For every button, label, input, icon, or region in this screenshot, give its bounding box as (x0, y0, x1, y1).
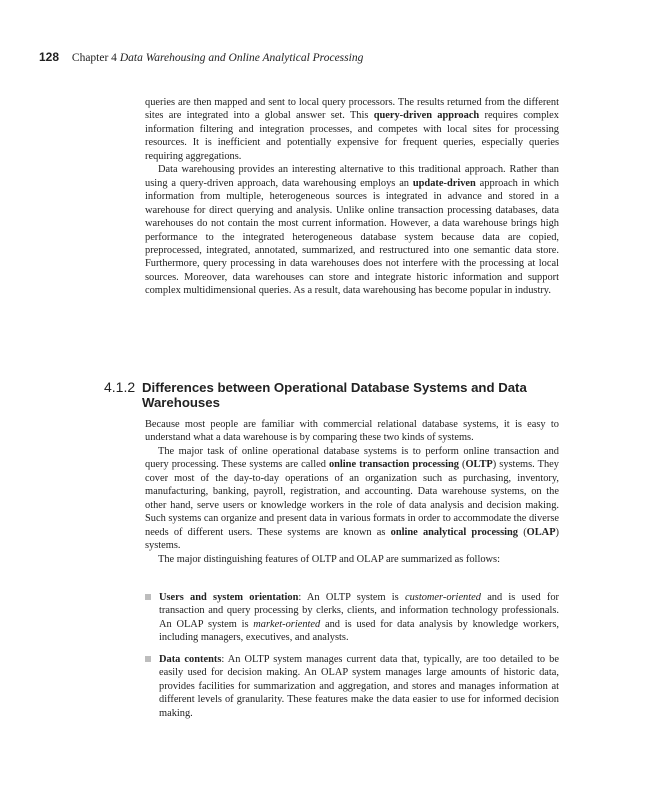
text-run: : An OLTP system is (298, 592, 405, 603)
text-run: The major task of online operational database systems is to perform online transaction and query processing. These systems are called (145, 445, 559, 471)
paragraph-oltp-olap (145, 445, 559, 553)
text-run: and is used for transaction and query processing by clerks, clients, and information technology professionals. An OLAP system is (159, 592, 559, 630)
section-title: Differences between Operational Database Systems and Data Warehouses (142, 380, 527, 410)
list-item (145, 653, 559, 720)
text-run: ( (458, 459, 466, 471)
text-run: ) systems. (145, 526, 560, 552)
paragraph-features-intro: The major distinguishing features of OLTP and OLAP are summarized as follows: (158, 553, 500, 565)
paragraph-comparison-intro: Because most people are familiar with commercial relational database systems, it is easy to understand what a data warehouse is by comparing these two kinds of systems. (145, 419, 559, 444)
term-update-driven: update-driven (412, 177, 476, 189)
intro-text-block (145, 96, 559, 298)
section-number: 4.1.2 (104, 379, 136, 395)
paragraph-update-driven (145, 163, 559, 298)
emphasis-market-oriented: market-oriented (253, 618, 321, 630)
text-run: : An OLTP system manages current data that, typically, are too detailed to be easily used for decision making. An OLAP system manages large amounts of historic data, provides facilities for summarization and aggregation, and stores and manages information at different levels of granularity. These features make the data easier to use for informed decision making. (159, 653, 559, 719)
term-online-transaction-processing: online transaction processing (328, 459, 459, 471)
square-bullet-icon (145, 656, 151, 662)
text-run: requires complex information filtering and integration processes, and competes with local sites for processing resources. It is inefficient and potentially expensive for frequent queries, especially queries requiring aggregations. (145, 110, 559, 162)
bullet-term: Data contents (159, 653, 222, 665)
chapter-title: Data Warehousing and Online Analytical Processing (119, 52, 364, 64)
paragraph-query-driven (145, 96, 559, 163)
text-run: ) systems. They cover most of the day-to-day operations of an organization such as purchasing, inventory, manufacturing, banking, payroll, registration, and accounting. Data warehouse systems, on the other hand, serve users or knowledge workers in the role of data analysis and decision making. Such systems can organize and present data in various formats in order to accommodate the diverse needs of different users. These systems are known as (145, 459, 559, 538)
term-query-driven-approach: query-driven approach (373, 110, 480, 122)
features-list (145, 591, 559, 720)
chapter-label: Chapter 4 (71, 52, 117, 64)
page-number: 128 (39, 50, 60, 64)
term-online-analytical-processing: online analytical processing (390, 526, 519, 538)
text-run: Data warehousing provides an interesting alternative to this traditional approach. Rather than using a query-driven approach, data warehousing employs an (145, 164, 559, 189)
text-run: approach in which information from multiple, heterogeneous sources is integrated in advance and stored in a warehouse for direct querying and analysis. Unlike online transaction processing databases, data warehouses do not contain the most current information. However, a data warehouse brings high performance to the integrated heterogeneous database system because data are copied, preprocessed, integrated, annotated, summarized, and restructured into one semantic data store. Furthermore, query processing in data warehouses does not interfere with the processing at local sources. Moreover, data warehouses can store and integrate historic information and support complex multidimensional queries. As a result, data warehousing has become popular in industry. (145, 177, 559, 297)
list-item (145, 591, 559, 645)
running-header (39, 50, 619, 65)
features-list-block (145, 591, 559, 728)
bullet-term: Users and system orientation (159, 592, 299, 603)
text-run: ( (518, 526, 527, 538)
term-olap: OLAP (526, 526, 556, 538)
term-oltp: OLTP (465, 459, 493, 471)
square-bullet-icon (145, 594, 151, 600)
emphasis-customer-oriented: customer-oriented (404, 592, 481, 603)
section-text-block (145, 418, 559, 566)
text-run: queries are then mapped and sent to local query processors. The results returned from the different sites are integrated into a global answer set. This (145, 97, 559, 122)
text-run: and is used for data analysis by knowledge workers, including managers, executives, and analysts. (159, 618, 559, 644)
